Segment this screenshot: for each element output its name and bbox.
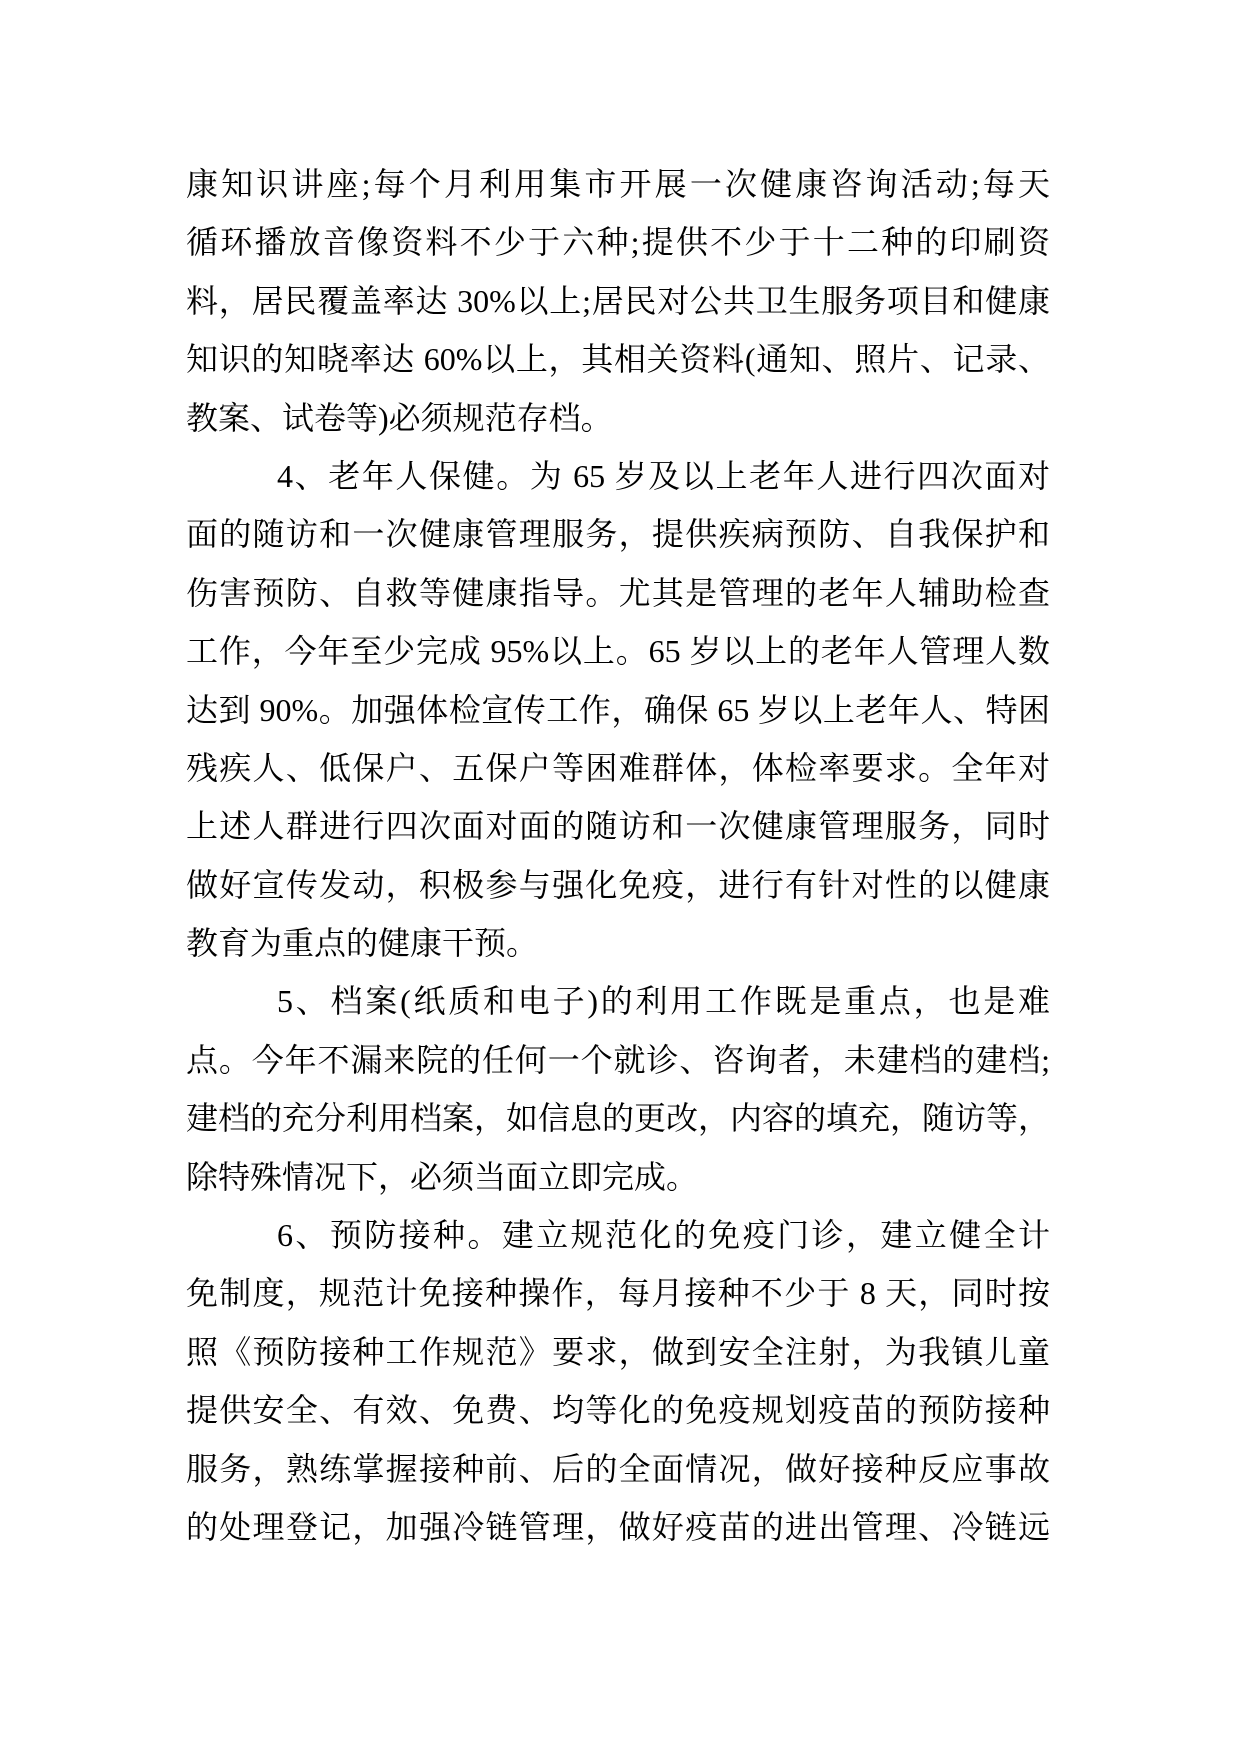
paragraph-vaccination	[186, 1206, 1050, 1556]
text-line: 工作，今年至少完成 95%以上。65 岁以上的老年人管理人数	[186, 633, 1050, 670]
text-line: 上述人群进行四次面对面的随访和一次健康管理服务，同时	[186, 808, 1050, 845]
text-line: 5、档案(纸质和电子)的利用工作既是重点，也是难	[277, 983, 1050, 1020]
text-line: 6、预防接种。建立规范化的免疫门诊，建立健全计	[277, 1217, 1050, 1254]
text-line: 免制度，规范计免接种操作，每月接种不少于 8 天，同时按	[186, 1275, 1050, 1312]
paragraph-archives	[186, 972, 1050, 1206]
text-line: 除特殊情况下，必须当面立即完成。	[186, 1158, 699, 1195]
text-line: 做好宣传发动，积极参与强化免疫，进行有针对性的以健康	[186, 866, 1050, 903]
text-line: 提供安全、有效、免费、均等化的免疫规划疫苗的预防接种	[186, 1392, 1050, 1429]
text-line: 循环播放音像资料不少于六种;提供不少于十二种的印刷资	[186, 224, 1050, 261]
text-line: 知识的知晓率达 60%以上，其相关资料(通知、照片、记录、	[186, 341, 1050, 378]
text-line: 教育为重点的健康干预。	[186, 925, 539, 962]
text-line: 伤害预防、自救等健康指导。尤其是管理的老年人辅助检查	[186, 574, 1050, 611]
text-line: 教案、试卷等)必须规范存档。	[186, 399, 613, 436]
text-line: 残疾人、低保户、五保户等困难群体，体检率要求。全年对	[186, 749, 1050, 786]
text-line: 康知识讲座;每个月利用集市开展一次健康咨询活动;每天	[186, 166, 1050, 202]
text-line: 达到 90%。加强体检宣传工作，确保 65 岁以上老年人、特困	[186, 691, 1050, 728]
document-text	[186, 155, 1050, 1556]
text-line: 建档的充分利用档案，如信息的更改，内容的填充，随访等，	[186, 1100, 1051, 1137]
text-line: 4、老年人保健。为 65 岁及以上老年人进行四次面对	[277, 457, 1050, 494]
paragraph-elderly-care	[186, 447, 1050, 973]
paragraph-health-education-continuation	[186, 155, 1050, 447]
text-line: 服务，熟练掌握接种前、后的全面情况，做好接种反应事故	[186, 1450, 1050, 1487]
text-line: 料，居民覆盖率达 30%以上;居民对公共卫生服务项目和健康	[186, 282, 1050, 319]
text-line: 点。今年不漏来院的任何一个就诊、咨询者，未建档的建档;	[186, 1041, 1050, 1078]
text-line: 的处理登记，加强冷链管理，做好疫苗的进出管理、冷链远	[186, 1508, 1050, 1545]
text-line: 照《预防接种工作规范》要求，做到安全注射，为我镇儿童	[186, 1333, 1050, 1370]
text-line: 面的随访和一次健康管理服务，提供疾病预防、自我保护和	[186, 516, 1050, 553]
